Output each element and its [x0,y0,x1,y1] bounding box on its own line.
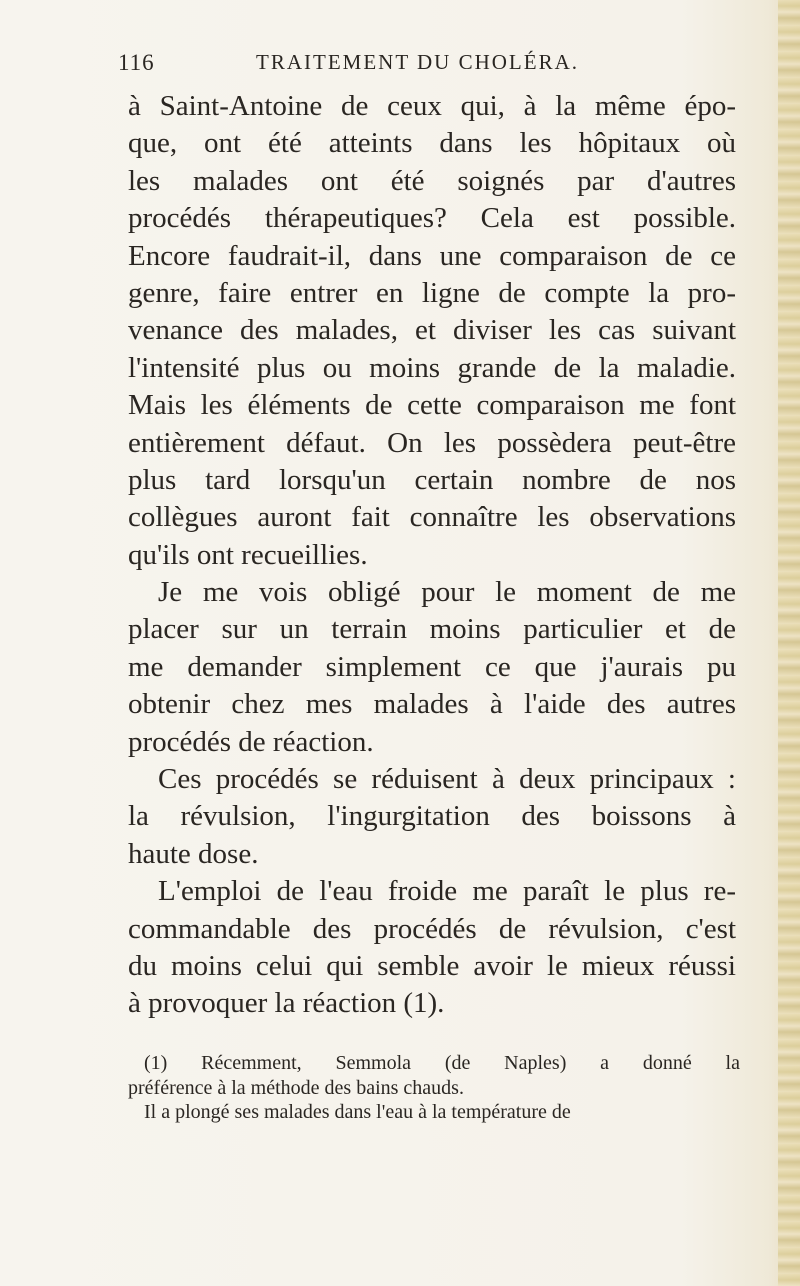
footnote-line: Il a plongé ses malades dans l'eau à la température de [144,1101,571,1123]
text-line: placer sur un terrain moins particulier et de [128,613,736,646]
text-line: plus tard lorsqu'un certain nombre de nos [128,463,736,496]
footnote-line: préférence à la méthode des bains chauds. [128,1076,464,1099]
footnote-line: (1) Récemment, Semmola (de Naples) a donné la [144,1052,740,1074]
text-line: du moins celui qui semble avoir le mieux réussi [128,949,736,982]
text-line: Ces procédés se réduisent à deux principaux : [158,763,736,796]
text-line: l'intensité plus ou moins grande de la maladie. [128,351,736,384]
text-line: que, ont été atteints dans les hôpitaux où [128,127,736,160]
text-line: genre, faire entrer en ligne de compte la pro- [128,276,736,309]
text-line: L'emploi de l'eau froide me paraît le plus re- [158,875,736,908]
text-line: à provoquer la réaction (1). [128,987,445,1020]
page-edge [778,0,800,1286]
text-line: les malades ont été soignés par d'autres [128,164,736,197]
text-line: Encore faudrait-il, dans une comparaison de ce [128,239,736,272]
text-line: entièrement défaut. On les possèdera peut-être [128,426,736,459]
page-number: 116 [118,50,155,75]
text-line: qu'ils ont recueillies. [128,538,368,571]
body-text [128,88,736,1023]
page-header [118,50,638,86]
footnote [128,1051,740,1125]
text-line: collègues auront fait connaître les observations [128,501,736,534]
text-line: venance des malades, et diviser les cas suivant [128,314,736,347]
text-line: la révulsion, l'ingurgitation des boissons à [128,800,736,833]
text-line: me demander simplement ce que j'aurais pu [128,650,736,683]
text-line: commandable des procédés de révulsion, c'est [128,912,736,945]
text-line: à Saint-Antoine de ceux qui, à la même épo- [128,90,736,122]
text-line: procédés thérapeutiques? Cela est possible. [128,202,736,235]
running-title: TRAITEMENT DU CHOLÉRA. [256,50,580,74]
text-line: Mais les éléments de cette comparaison me font [128,389,736,422]
text-line: procédés de réaction. [128,725,374,758]
text-line: haute dose. [128,837,259,870]
text-line: obtenir chez mes malades à l'aide des autres [128,688,736,721]
text-line: Je me vois obligé pour le moment de me [158,576,736,609]
